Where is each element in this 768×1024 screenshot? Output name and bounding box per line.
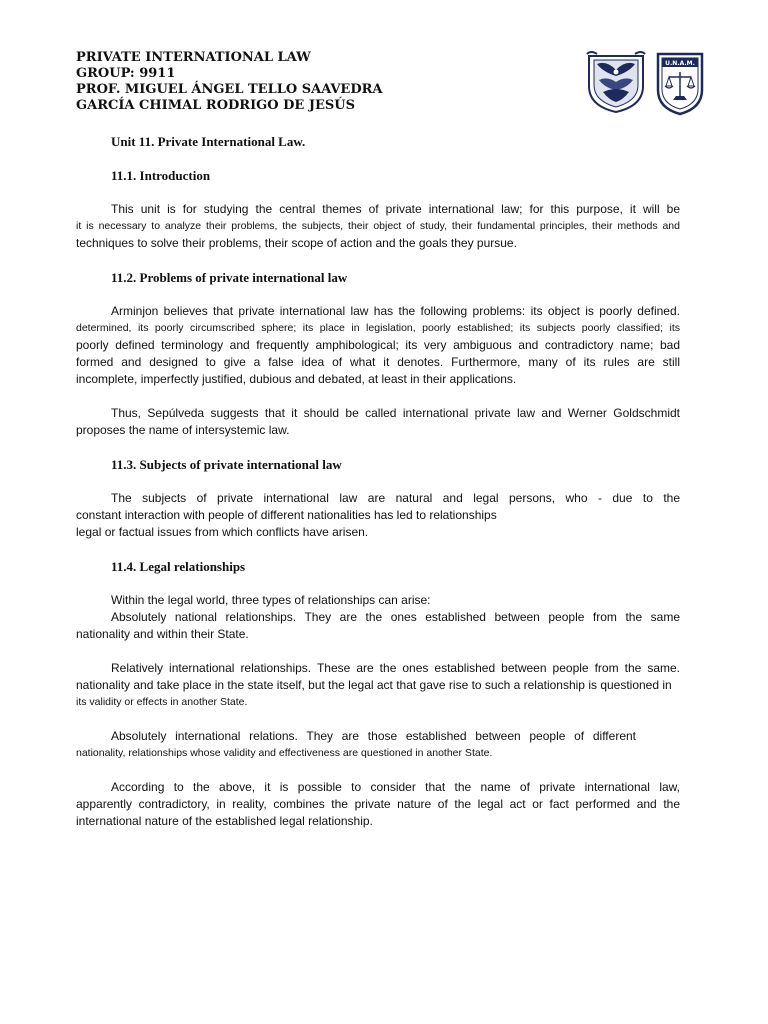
text-line: Relatively international relationships. These are the ones established between people from the same. [111, 661, 680, 675]
paragraph-subjects [76, 490, 680, 541]
text-line: Within the legal world, three types of relationships can arise: [111, 593, 431, 607]
text-line: Arminjon believes that private international law has the following problems: its object is poorly defined. [111, 304, 680, 318]
text-line: Absolutely international relations. They are those established between people of different [111, 729, 636, 743]
unam-shield-icon [655, 50, 705, 116]
student-name: GARCÍA CHIMAL RODRIGO DE JESÚS [76, 98, 356, 113]
text-line: nationality and take place in the state itself, but the legal act that gave rise to such a relationship is questioned in [76, 678, 672, 692]
text-line: international nature of the established legal relationship. [76, 814, 373, 828]
section-heading-problems: 11.2. Problems of private international law [111, 270, 348, 285]
text-line: poorly defined terminology and frequently amphibological; its very ambiguous and contradictory name; bad [76, 338, 680, 352]
text-line: techniques to solve their problems, their scope of action and the goals they pursue. [76, 236, 517, 250]
paragraph-introduction [76, 201, 680, 252]
section-heading-introduction: 11.1. Introduction [111, 168, 211, 183]
text-line: nationality and within their State. [76, 627, 249, 641]
unam-crest-icon [585, 50, 647, 114]
text-line: determined, its poorly circumscribed sphere; its place in legislation, poorly established; its subjects poorly classified; its [76, 322, 680, 334]
text-line: Absolutely national relationships. They are the ones established between people from the same [111, 610, 680, 624]
text-line: incomplete, imperfectly justified, dubious and debated, at least in their applications. [76, 372, 517, 386]
paragraph-relatively-international [76, 660, 680, 711]
text-line: apparently contradictory, in reality, combines the private nature of the legal act or fact performed and the [76, 797, 680, 811]
professor-name: PROF. MIGUEL ÁNGEL TELLO SAAVEDRA [76, 82, 383, 97]
document-body [76, 130, 680, 830]
text-line: constant interaction with people of different nationalities has led to relationships [76, 508, 497, 522]
unit-title: Unit 11. Private International Law. [111, 134, 306, 149]
paragraph-problems [76, 303, 680, 388]
paragraph-conclusion [76, 779, 680, 830]
text-line: nationality, relationships whose validity and effectiveness are questioned in another State. [76, 747, 493, 759]
section-heading-subjects: 11.3. Subjects of private international law [111, 457, 342, 472]
text-line: its validity or effects in another State. [76, 696, 248, 708]
text-line: This unit is for studying the central themes of private international law; for this purpose, it will be [111, 202, 680, 216]
paragraph-sepulveda [76, 405, 680, 439]
text-line: it is necessary to analyze their problems, the subjects, their object of study, their fundamental principles, their methods and [76, 220, 680, 232]
course-title: PRIVATE INTERNATIONAL LAW [76, 50, 311, 65]
document-header [76, 50, 536, 114]
text-line: Thus, Sepúlveda suggests that it should be called international private law and Werner Goldschmidt [111, 406, 680, 420]
text-line: legal or factual issues from which conflicts have arisen. [76, 525, 369, 539]
text-line: The subjects of private international law are natural and legal persons, who - due to the [111, 491, 680, 505]
group-number: GROUP: 9911 [76, 66, 176, 81]
paragraph-absolutely-international [76, 728, 680, 762]
paragraph-absolutely-national [76, 609, 680, 643]
text-line: proposes the name of intersystemic law. [76, 423, 290, 437]
university-logos [585, 50, 705, 118]
svg-text:U.N.A.M.: U.N.A.M. [665, 60, 695, 67]
text-line: According to the above, it is possible to consider that the name of private international law, [111, 780, 680, 794]
paragraph-relationship-types [76, 592, 680, 609]
section-heading-legal-relationships: 11.4. Legal relationships [111, 559, 246, 574]
text-line: formed and designed to give a false idea of what it denotes. Furthermore, many of its rules are still [76, 355, 680, 369]
